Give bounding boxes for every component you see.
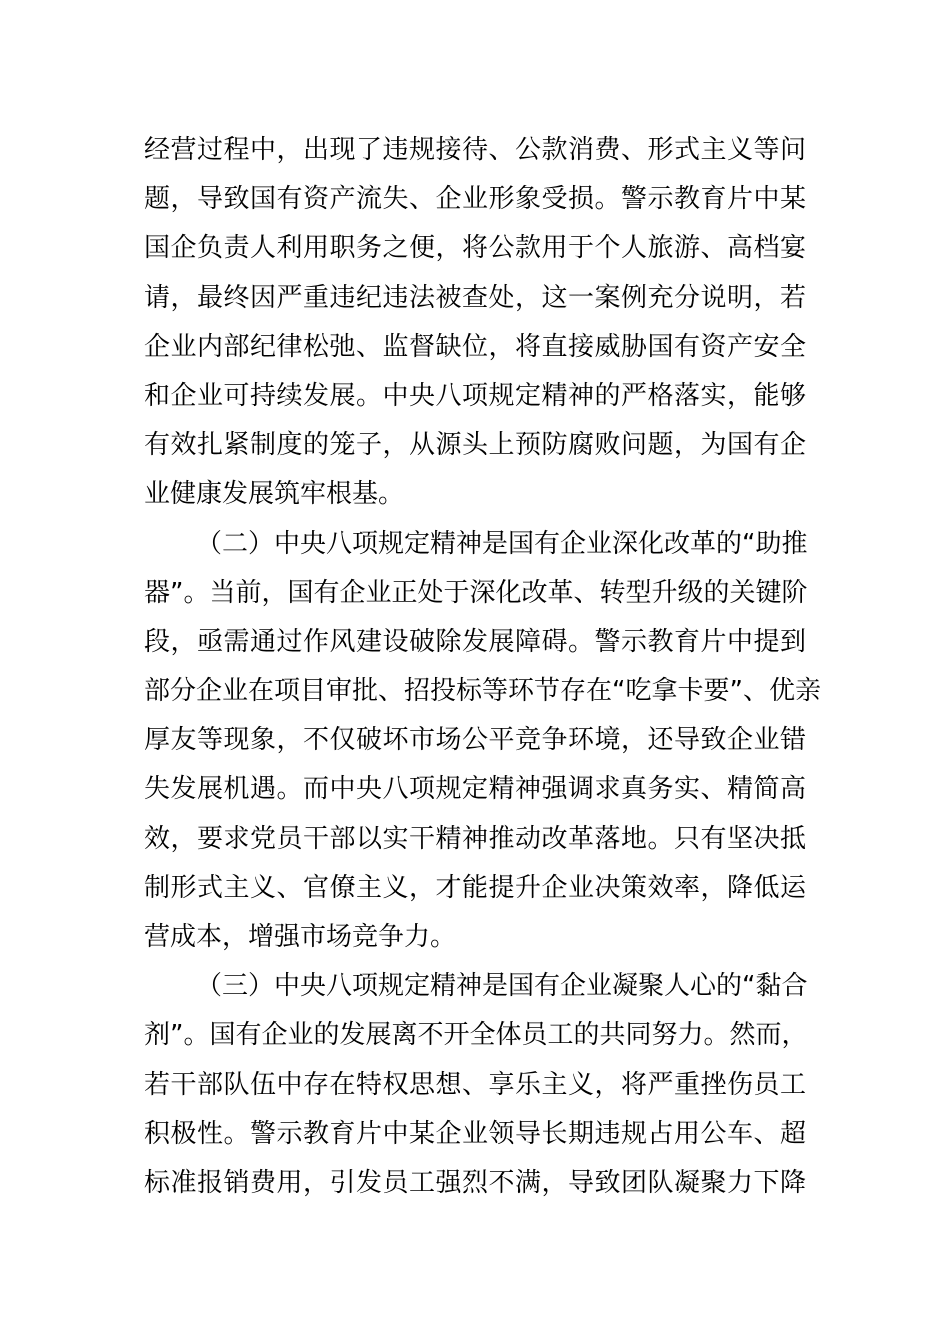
- section-heading-line: （三）中央八项规定精神是国有企业凝聚人心的“黏合: [196, 971, 808, 1002]
- text-line: 若干部队伍中存在特权思想、享乐主义，将严重挫伤员工: [144, 1069, 806, 1100]
- text-line: 失发展机遇。而中央八项规定精神强调求真务实、精简高: [144, 774, 806, 805]
- text-line: 有效扎紧制度的笼子，从源头上预防腐败问题，为国有企: [144, 430, 806, 461]
- text-line: 请，最终因严重违纪违法被查处，这一案例充分说明，若: [144, 282, 806, 313]
- text-line: 积极性。警示教育片中某企业领导长期违规占用公车、超: [144, 1118, 806, 1149]
- text-line: 器”。当前，国有企业正处于深化改革、转型升级的关键阶: [144, 577, 808, 608]
- text-line: 题，导致国有资产流失、企业形象受损。警示教育片中某: [144, 184, 806, 215]
- text-line: 剂”。国有企业的发展离不开全体员工的共同努力。然而，: [144, 1020, 808, 1051]
- text-line: 制形式主义、官僚主义，才能提升企业决策效率，降低运: [144, 872, 806, 903]
- text-line: 效，要求党员干部以实干精神推动改革落地。只有坚决抵: [144, 823, 806, 854]
- text-line: 厚友等现象，不仅破坏市场公平竞争环境，还导致企业错: [144, 725, 806, 756]
- document-body: [144, 126, 821, 1208]
- paragraph-2: [144, 520, 821, 963]
- text-line: 部分企业在项目审批、招投标等环节存在“吃拿卡要”、优亲: [144, 676, 821, 707]
- paragraph-1: [144, 126, 806, 520]
- text-line: 企业内部纪律松弛、监督缺位，将直接威胁国有资产安全: [144, 331, 806, 362]
- text-line: 业健康发展筑牢根基。: [144, 479, 405, 510]
- text-line: 国企负责人利用职务之便，将公款用于个人旅游、高档宴: [144, 233, 806, 264]
- text-line: 营成本，增强市场竞争力。: [144, 922, 457, 952]
- text-line: 段，亟需通过作风建设破除发展障碍。警示教育片中提到: [144, 626, 806, 657]
- text-line: 标准报销费用，引发员工强烈不满，导致团队凝聚力下降: [144, 1167, 806, 1198]
- section-heading-line: （二）中央八项规定精神是国有企业深化改革的“助推: [196, 528, 808, 559]
- text-line: 和企业可持续发展。中央八项规定精神的严格落实，能够: [144, 380, 806, 411]
- paragraph-3: [144, 962, 806, 1208]
- text-line: 经营过程中，出现了违规接待、公款消费、形式主义等问: [144, 135, 806, 165]
